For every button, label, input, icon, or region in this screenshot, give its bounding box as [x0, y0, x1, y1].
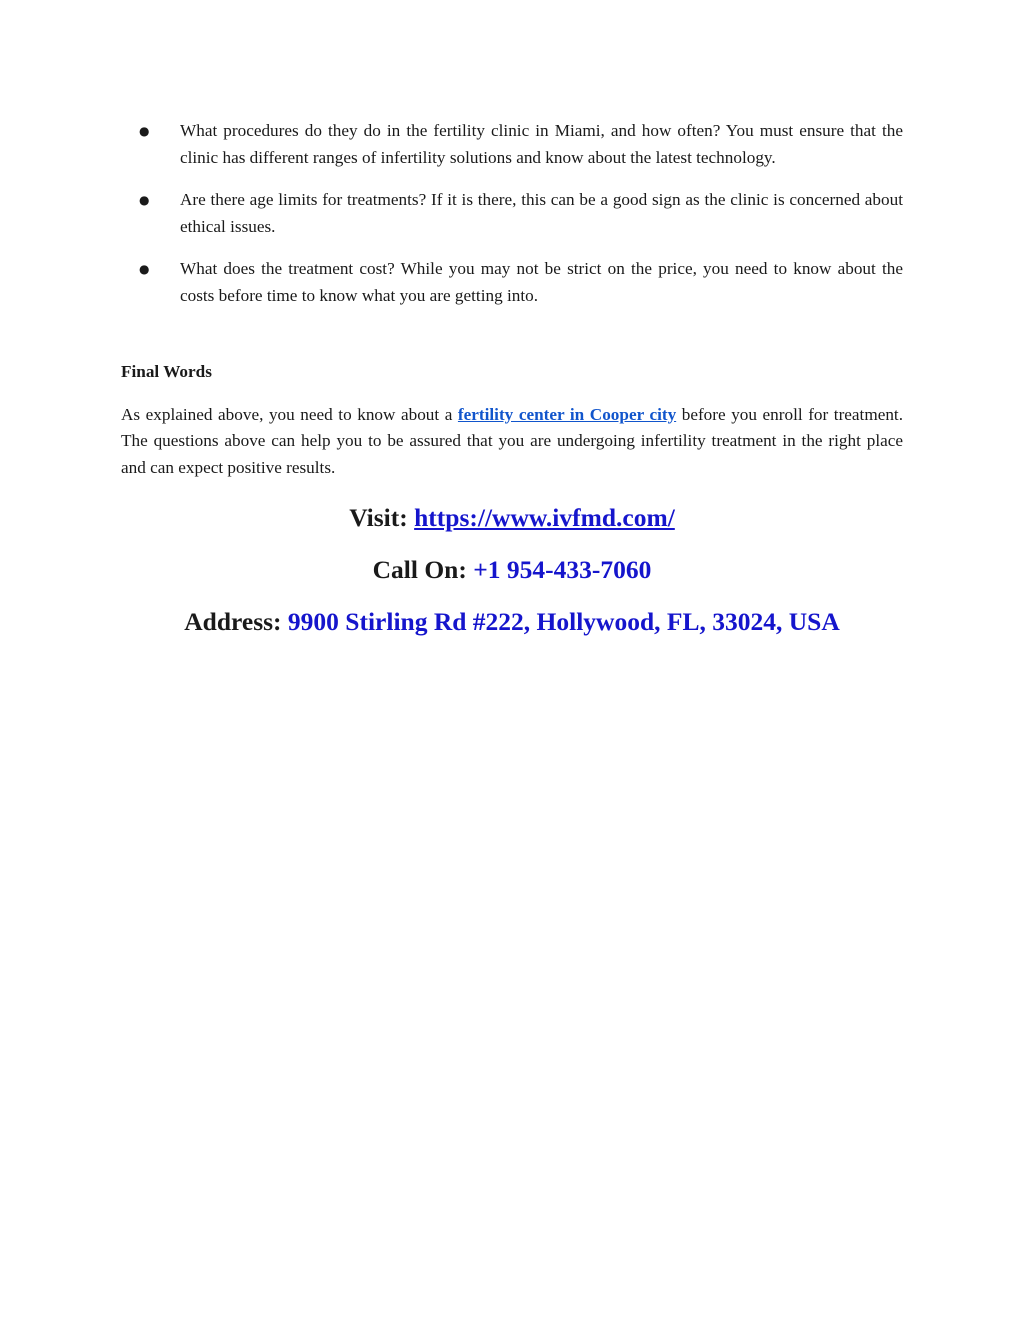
call-label: Call On: — [372, 555, 474, 585]
paragraph-text-after: before you enroll for treatment. The questions above can help you to be assured that you are undergoing infertility treatment in the right place and can expect positive results. — [121, 404, 903, 477]
list-item — [121, 118, 903, 171]
bullet-dot-icon: ● — [139, 124, 150, 138]
fertility-center-link[interactable]: fertility center in Cooper city — [457, 404, 677, 424]
list-item-text: Are there age limits for treatments? If it is there, this can be a good sign as the clinic is concerned about ethical issues. — [180, 190, 903, 236]
paragraph-text-before: As explained above, you need to know about a — [121, 404, 458, 424]
visit-label: Visit: — [349, 503, 415, 533]
document-page — [121, 118, 903, 638]
list-item-text: What procedures do they do in the fertility clinic in Miami, and how often? You must ensure that the clinic has different ranges of infertility solutions and know about the latest technology. — [180, 121, 903, 167]
phone-number: +1 954-433-7060 — [473, 555, 652, 585]
question-list — [121, 118, 903, 310]
address-label: Address: — [184, 607, 288, 637]
final-words-heading: Final Words — [121, 361, 212, 381]
final-words-paragraph — [121, 402, 903, 482]
list-item-text: What does the treatment cost? While you may not be strict on the price, you need to know about the costs before time to know what you are getting into. — [180, 259, 903, 305]
address-line — [121, 606, 903, 638]
call-line — [121, 554, 903, 586]
visit-line — [121, 502, 903, 534]
address-value: 9900 Stirling Rd #222, Hollywood, FL, 33024, USA — [287, 607, 840, 637]
list-item — [121, 187, 903, 240]
bullet-dot-icon: ● — [139, 193, 150, 208]
bullet-dot-icon: ● — [139, 262, 150, 277]
list-item — [121, 256, 903, 309]
website-link[interactable]: https://www.ivfmd.com/ — [414, 503, 675, 533]
